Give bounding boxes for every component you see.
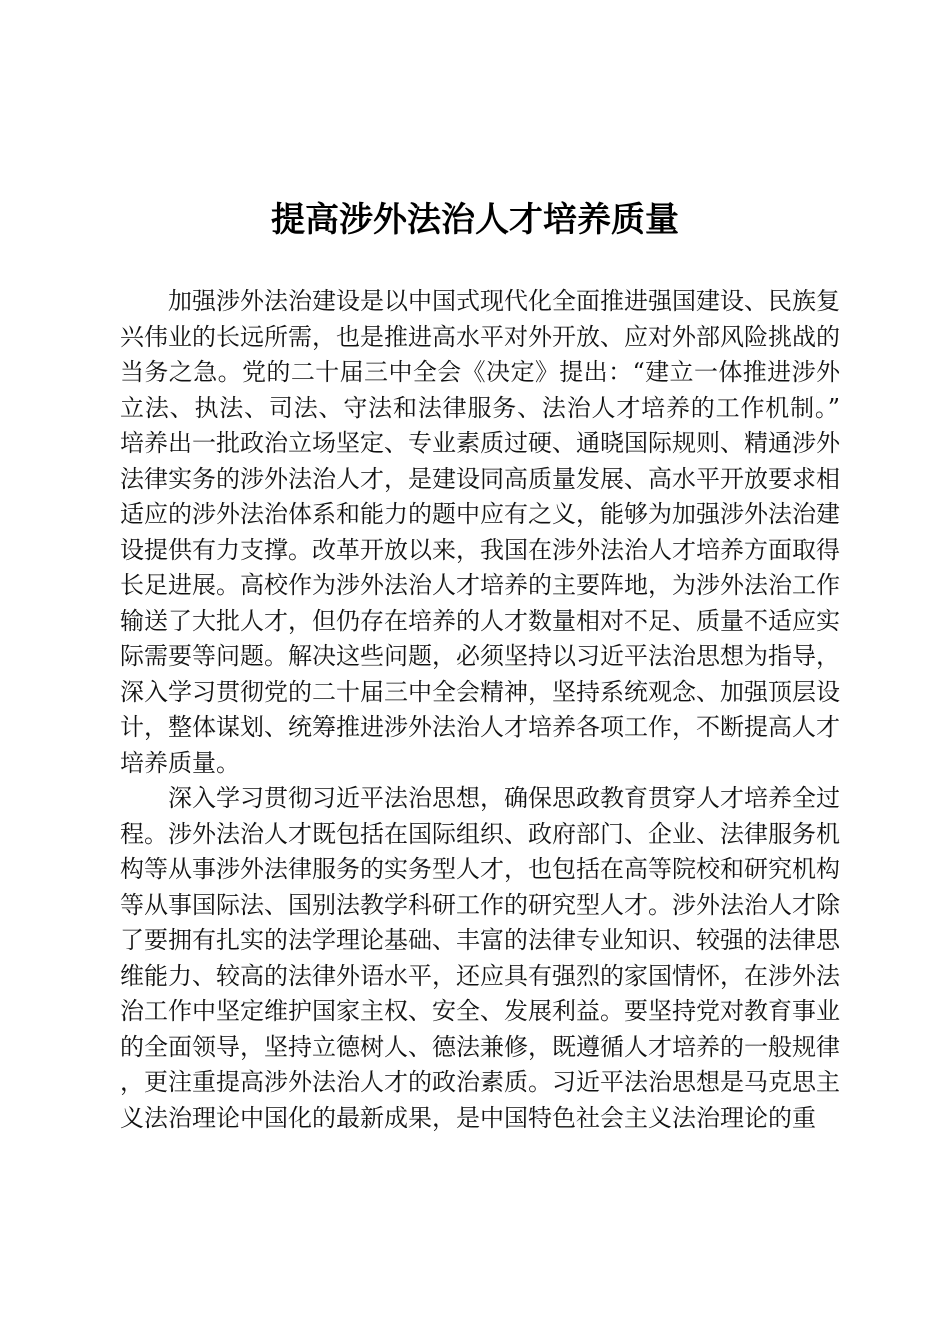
document-body [120,284,840,1136]
document-title: 提高涉外法治人才培养质量 [271,200,679,240]
paragraph-1: 加强涉外法治建设是以中国式现代化全面推进强国建设、民族复兴伟业的长远所需，也是推进高水平对外开放、应对外部风险挑战的当务之急。党的二十届三中全会《决定》提出：“建立一体推进涉外立法、执法、司法、守法和法律服务、法治人才培养的工作机制。”培养出一批政治立场坚定、专业素质过硬、通晓国际规则、精通涉外法律实务的涉外法治人才，是建设同高质量发展、高水平开放要求相适应的涉外法治体系和能力的题中应有之义，能够为加强涉外法治建设提供有力支撑。改革开放以来，我国在涉外法治人才培养方面取得长足进展。高校作为涉外法治人才培养的主要阵地，为涉外法治工作输送了大批人才，但仍存在培养的人才数量相对不足、质量不适应实际需要等问题。解决这些问题，必须坚持以习近平法治思想为指导，深入学习贯彻党的二十届三中全会精神，坚持系统观念、加强顶层设计，整体谋划、统筹推进涉外法治人才培养各项工作，不断提高人才培养质量。 [120,287,840,777]
paragraph-2: 深入学习贯彻习近平法治思想，确保思政教育贯穿人才培养全过程。涉外法治人才既包括在国际组织、政府部门、企业、法律服务机构等从事涉外法律服务的实务型人才，也包括在高等院校和研究机构等从事国际法、国别法教学科研工作的研究型人才。涉外法治人才除了要拥有扎实的法学理论基础、丰富的法律专业知识、较强的法律思维能力、较高的法律外语水平，还应具有强烈的家国情怀，在涉外法治工作中坚定维护国家主权、安全、发展利益。要坚持党对教育事业的全面领导，坚持立德树人、德法兼修，既遵循人才培养的一般规律，更注重提高涉外法治人才的政治素质。习近平法治思想是马克思主义法治理论中国化的最新成果，是中国特色社会主义法治理论的重 [120,784,840,1132]
